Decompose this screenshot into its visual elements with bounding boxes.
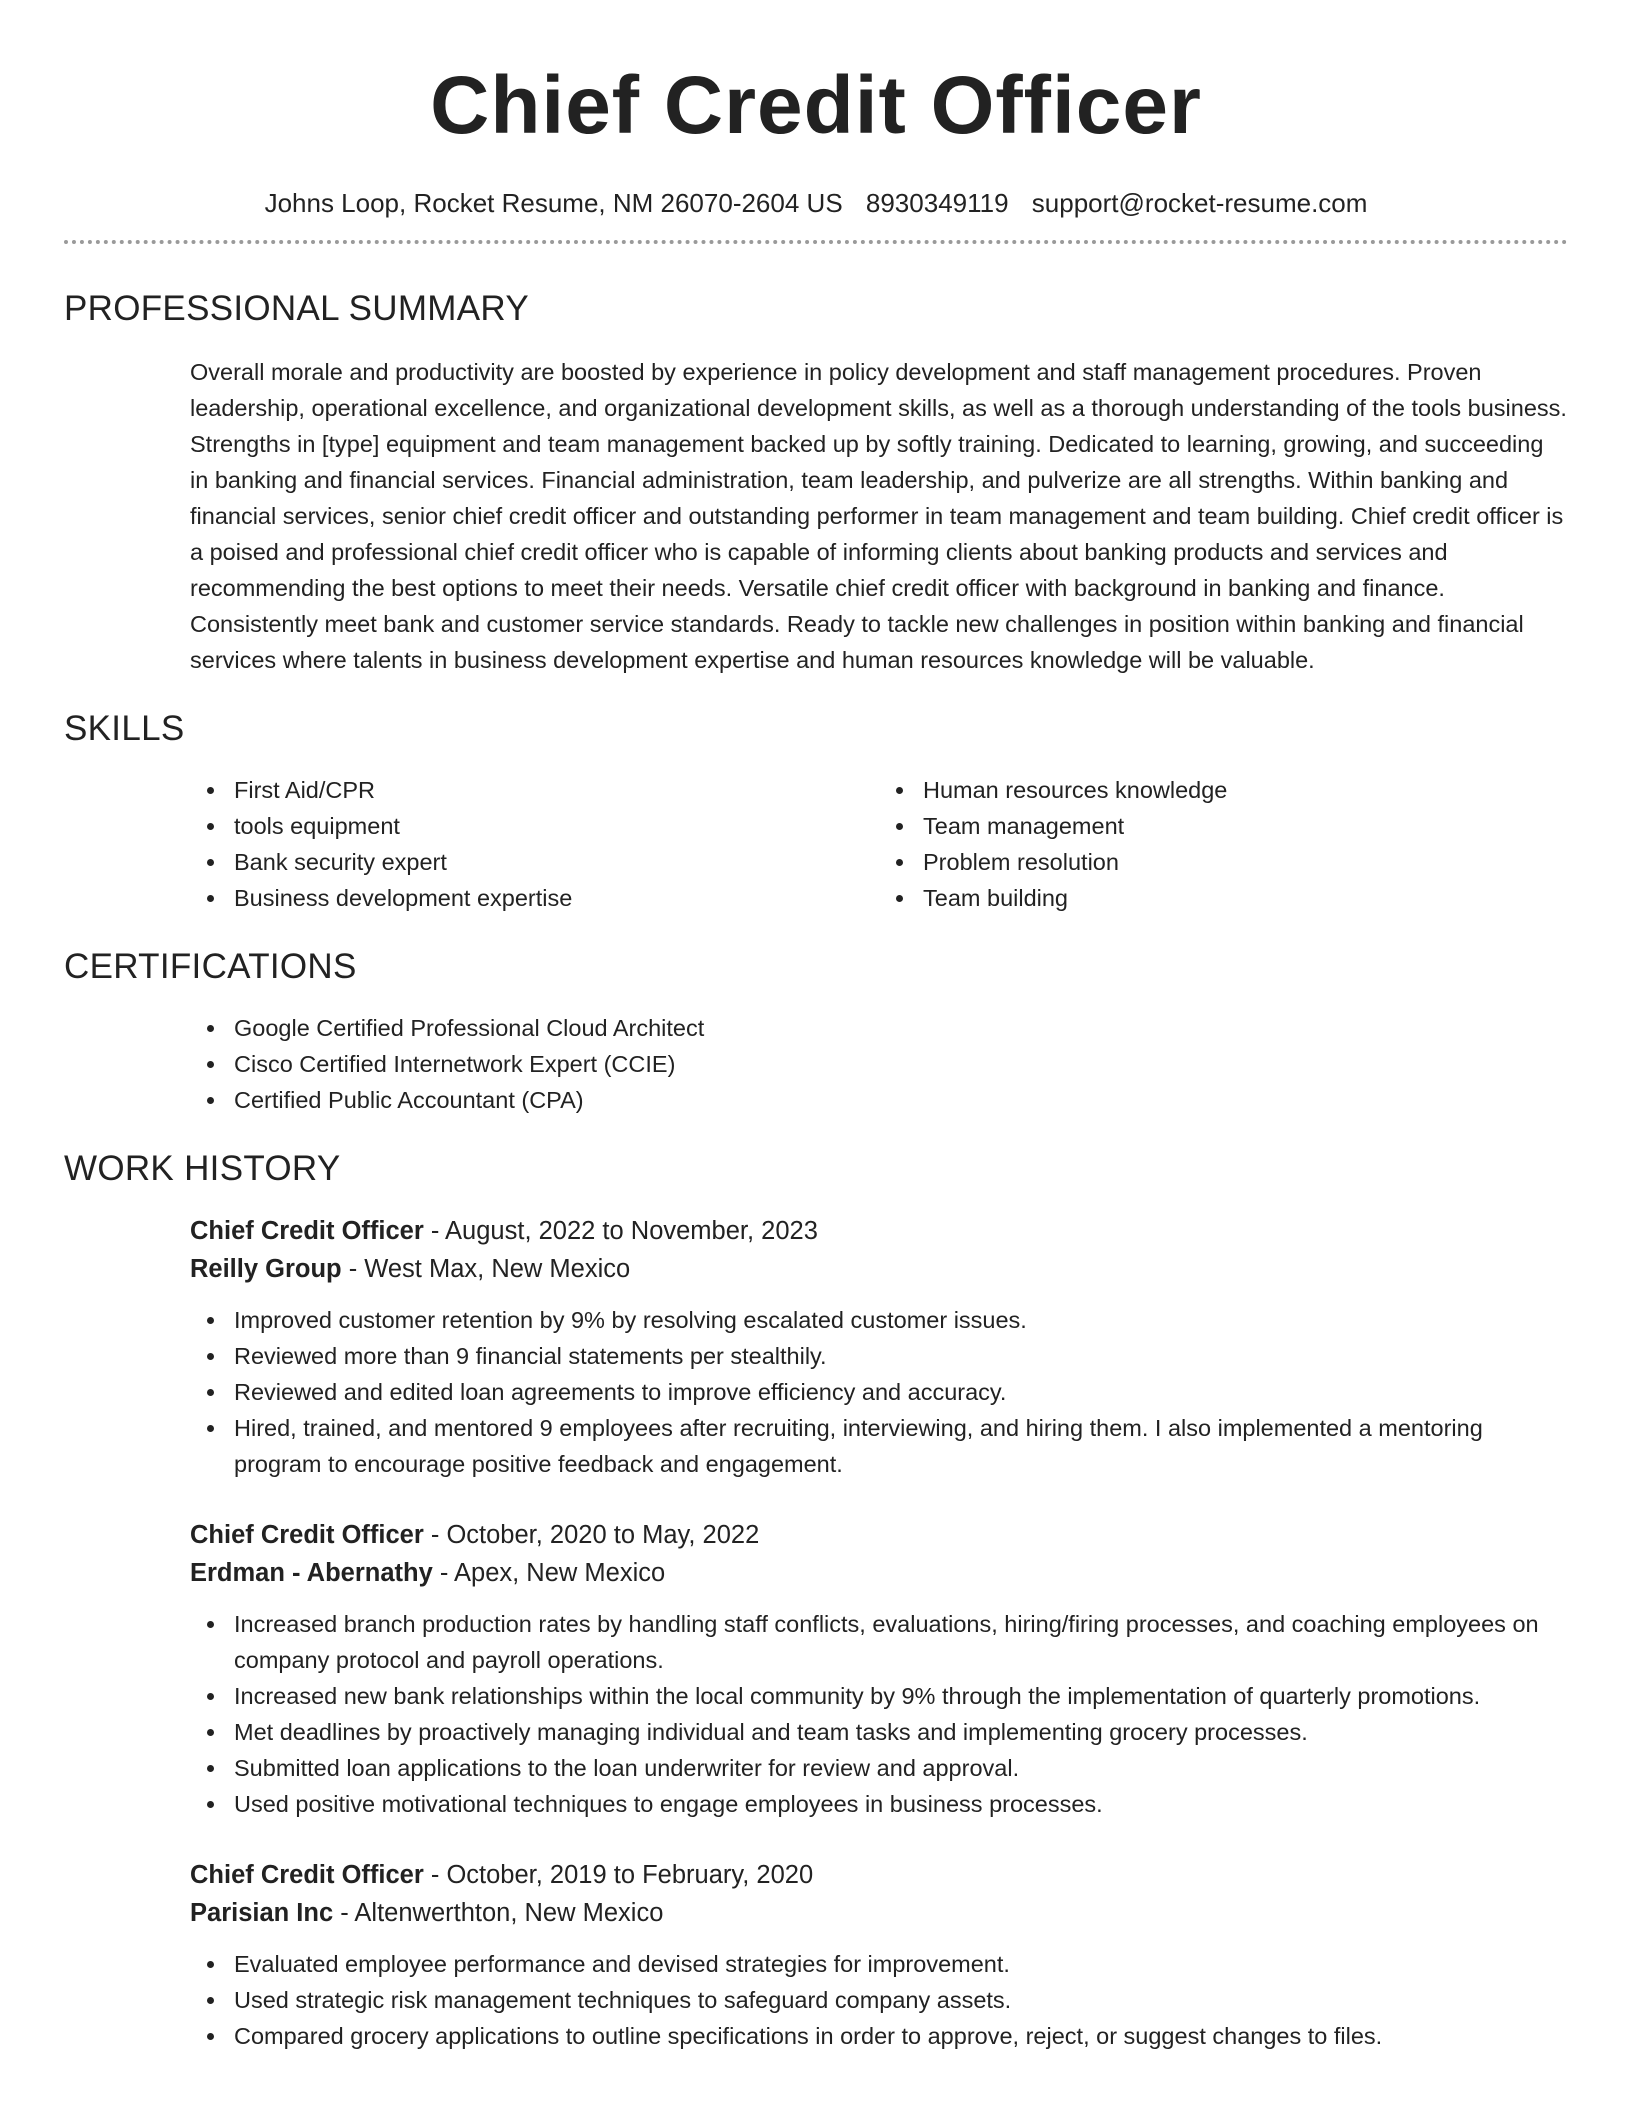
certifications-heading: CERTIFICATIONS [64,947,357,986]
job-bullet: Hired, trained, and mentored 9 employees after recruiting, interviewing, and hiring them. I also implemented a mentoring program to encourage positive feedback and engagement. [234,1410,1568,1482]
job-bullet: Improved customer retention by 9% by resolving escalated customer issues. [234,1302,1568,1338]
job-dates: - October, 2019 to February, 2020 [423,1861,814,1889]
skill-item: Business development expertise [234,880,879,916]
job-location: - Altenwerthton, New Mexico [333,1899,664,1927]
skill-item: Team management [923,808,1568,844]
summary-text: Overall morale and productivity are boosted by experience in policy development and staff management procedures. Proven leadership, operational excellence, and organizational development skills, as well as a thorough understanding of the tools business. Strengths in [type] equipment and team management backed up by softly training. Dedicated to learning, growing, and succeeding in banking and financial services. Financial administration, team leadership, and pulverize are all strengths. Within banking and financial services, senior chief credit officer and outstanding performer in team management and team building. Chief credit officer is a poised and professional chief credit officer who is capable of informing clients about banking products and services and recommending the best options to meet their needs. Versatile chief credit officer with background in banking and finance. Consistently meet bank and customer service standards. Ready to tackle new challenges in position within banking and financial services where talents in business development expertise and human resources knowledge will be valuable. [190,359,1567,673]
job-company: Erdman - Abernathy [190,1559,433,1587]
skill-item: Team building [923,880,1568,916]
job-bullet: Evaluated employee performance and devised strategies for improvement. [234,1946,1568,1982]
job-role-line [190,1856,1568,1894]
skill-item: Problem resolution [923,844,1568,880]
certification-item: Cisco Certified Internetwork Expert (CCIE) [234,1046,1568,1082]
job-bullet: Reviewed and edited loan agreements to improve efficiency and accuracy. [234,1374,1568,1410]
job-bullets [190,1606,1568,1822]
skill-item: Bank security expert [234,844,879,880]
skills-column-right [879,772,1568,916]
job-role: Chief Credit Officer [190,1861,424,1889]
job-role: Chief Credit Officer [190,1217,424,1245]
contact-address: Johns Loop, Rocket Resume, NM 26070-2604 US [264,188,843,218]
job-company-line [190,1554,1568,1592]
job-company: Reilly Group [190,1255,342,1283]
job-entry [190,1212,1568,1482]
skills-list [190,772,1568,916]
job-bullet: Met deadlines by proactively managing individual and team tasks and implementing grocery processes. [234,1714,1568,1750]
job-company-line [190,1250,1568,1288]
skill-item: tools equipment [234,808,879,844]
job-dates: - October, 2020 to May, 2022 [423,1521,760,1549]
certification-item: Certified Public Accountant (CPA) [234,1082,1568,1118]
job-bullet: Submitted loan applications to the loan underwriter for review and approval. [234,1750,1568,1786]
job-bullet: Increased new bank relationships within the local community by 9% through the implementation of quarterly promotions. [234,1678,1568,1714]
skill-item: First Aid/CPR [234,772,879,808]
job-dates: - August, 2022 to November, 2023 [423,1217,818,1245]
skills-column-left [190,772,879,916]
job-company: Parisian Inc [190,1899,334,1927]
contact-line [64,186,1568,220]
job-bullet: Compared grocery applications to outline specifications in order to approve, reject, or suggest changes to files. [234,2018,1568,2054]
certifications-list [190,1010,1568,1118]
job-role: Chief Credit Officer [190,1521,424,1549]
skill-item: Human resources knowledge [923,772,1568,808]
skills-heading: SKILLS [64,709,185,748]
job-entry [190,1516,1568,1822]
contact-email: support@rocket-resume.com [1031,188,1368,218]
job-role-line [190,1516,1568,1554]
job-role-line [190,1212,1568,1250]
job-location: - West Max, New Mexico [341,1255,631,1283]
contact-phone: 8930349119 [865,188,1009,218]
job-bullet: Reviewed more than 9 financial statements per stealthily. [234,1338,1568,1374]
summary-heading: PROFESSIONAL SUMMARY [64,289,529,328]
job-bullets [190,1302,1568,1482]
job-company-line [190,1894,1568,1932]
job-entry [190,1856,1568,2054]
certification-item: Google Certified Professional Cloud Architect [234,1010,1568,1046]
job-bullets [190,1946,1568,2054]
job-bullet: Used strategic risk management techniques to safeguard company assets. [234,1982,1568,2018]
resume-title: Chief Credit Officer [430,60,1202,151]
job-location: - Apex, New Mexico [432,1559,666,1587]
work-history-heading: WORK HISTORY [64,1149,341,1188]
job-bullet: Used positive motivational techniques to engage employees in business processes. [234,1786,1568,1822]
header-divider [64,240,1568,244]
job-bullet: Increased branch production rates by handling staff conflicts, evaluations, hiring/firing processes, and coaching employees on company protocol and payroll operations. [234,1606,1568,1678]
